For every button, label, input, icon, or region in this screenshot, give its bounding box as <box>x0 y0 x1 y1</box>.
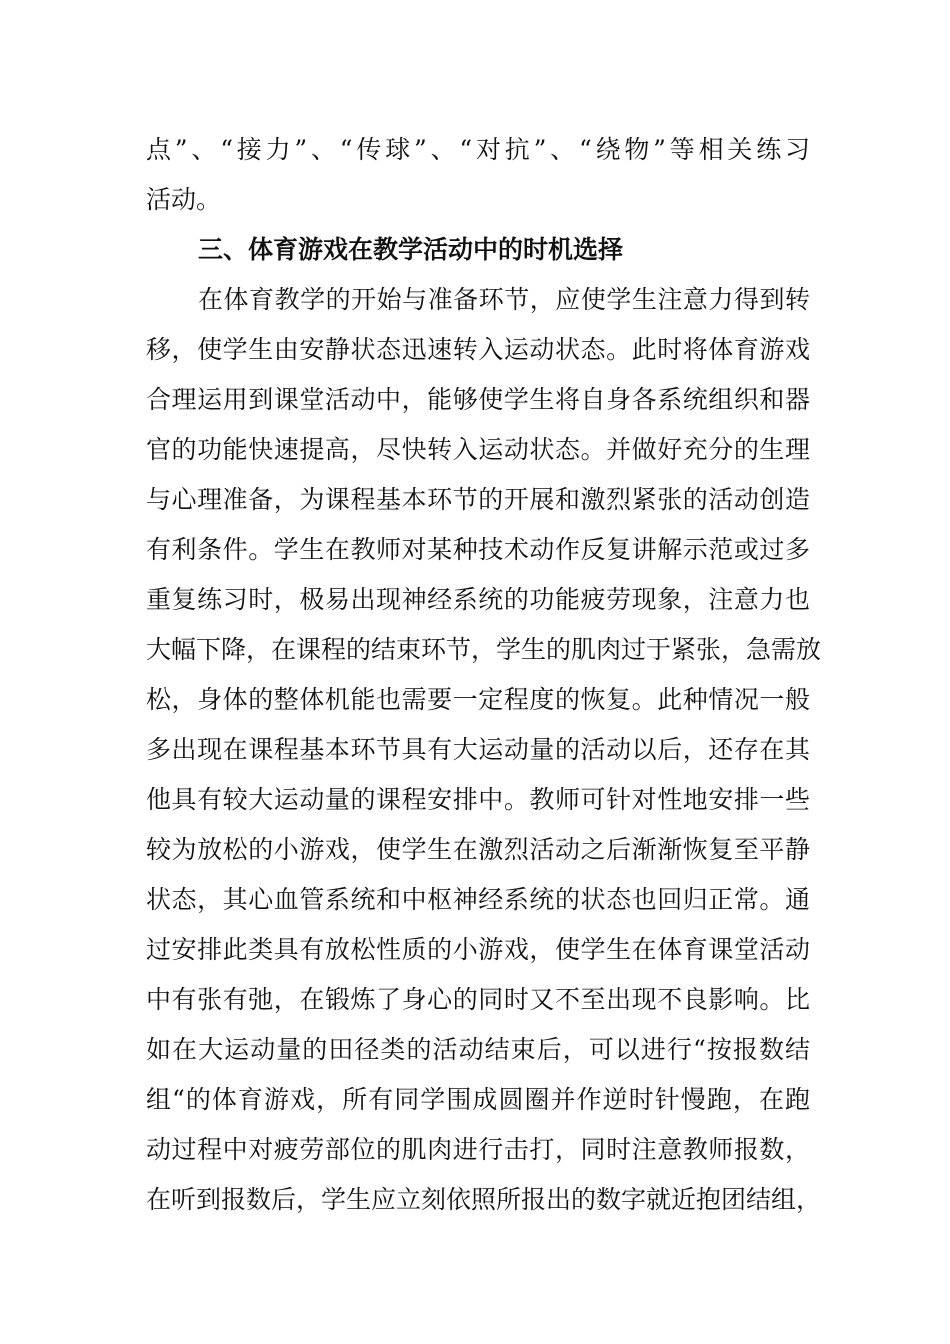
paragraph-line-15: 中有张有弛，在锻炼了身心的同时又不至出现不良影响。比 <box>146 985 810 1014</box>
paragraph-line-17: 组“的体育游戏，所有同学围成圆圈并作逆时针慢跑，在跑 <box>146 1085 810 1114</box>
paragraph-line-5: 与心理准备，为课程基本环节的开展和激烈紧张的活动创造 <box>146 485 810 514</box>
paragraph-line-7: 重复练习时，极易出现神经系统的功能疲劳现象，注意力也 <box>146 585 810 614</box>
paragraph-line-13: 状态，其心血管系统和中枢神经系统的状态也回归正常。通 <box>146 885 810 914</box>
paragraph-line-2: 移，使学生由安静状态迅速转入运动状态。此时将体育游戏 <box>146 335 810 364</box>
paragraph-line-10: 多出现在课程基本环节具有大运动量的活动以后，还存在其 <box>146 735 810 764</box>
paragraph-line-9: 松，身体的整体机能也需要一定程度的恢复。此种情况一般 <box>146 685 810 714</box>
paragraph-line-16: 如在大运动量的田径类的活动结束后，可以进行“按报数结 <box>146 1035 810 1064</box>
intro-line-2: 活动。 <box>146 185 222 214</box>
paragraph-line-1: 在体育教学的开始与准备环节，应使学生注意力得到转 <box>198 285 810 314</box>
paragraph-line-6: 有利条件。学生在教师对某种技术动作反复讲解示范或过多 <box>146 535 810 564</box>
paragraph-line-8: 大幅下降，在课程的结束环节，学生的肌肉过于紧张，急需放 <box>146 635 822 664</box>
paragraph-line-19: 在听到报数后，学生应立刻依照所报出的数字就近抱团结组， <box>146 1185 822 1214</box>
paragraph-line-12: 较为放松的小游戏，使学生在激烈活动之后渐渐恢复至平静 <box>146 835 810 864</box>
paragraph-line-14: 过安排此类具有放松性质的小游戏，使学生在体育课堂活动 <box>146 935 810 964</box>
intro-line-1: 点”、“接力”、“传球”、“对抗”、“绕物”等相关练习 <box>146 135 810 164</box>
paragraph-line-18: 动过程中对疲劳部位的肌肉进行击打，同时注意教师报数， <box>146 1135 810 1164</box>
paragraph-line-4: 官的功能快速提高，尽快转入运动状态。并做好充分的生理 <box>146 435 810 464</box>
section-heading: 三、体育游戏在教学活动中的时机选择 <box>198 235 624 264</box>
paragraph-line-11: 他具有较大运动量的课程安排中。教师可针对性地安排一些 <box>146 785 810 814</box>
paragraph-line-3: 合理运用到课堂活动中，能够使学生将自身各系统组织和器 <box>146 385 810 414</box>
